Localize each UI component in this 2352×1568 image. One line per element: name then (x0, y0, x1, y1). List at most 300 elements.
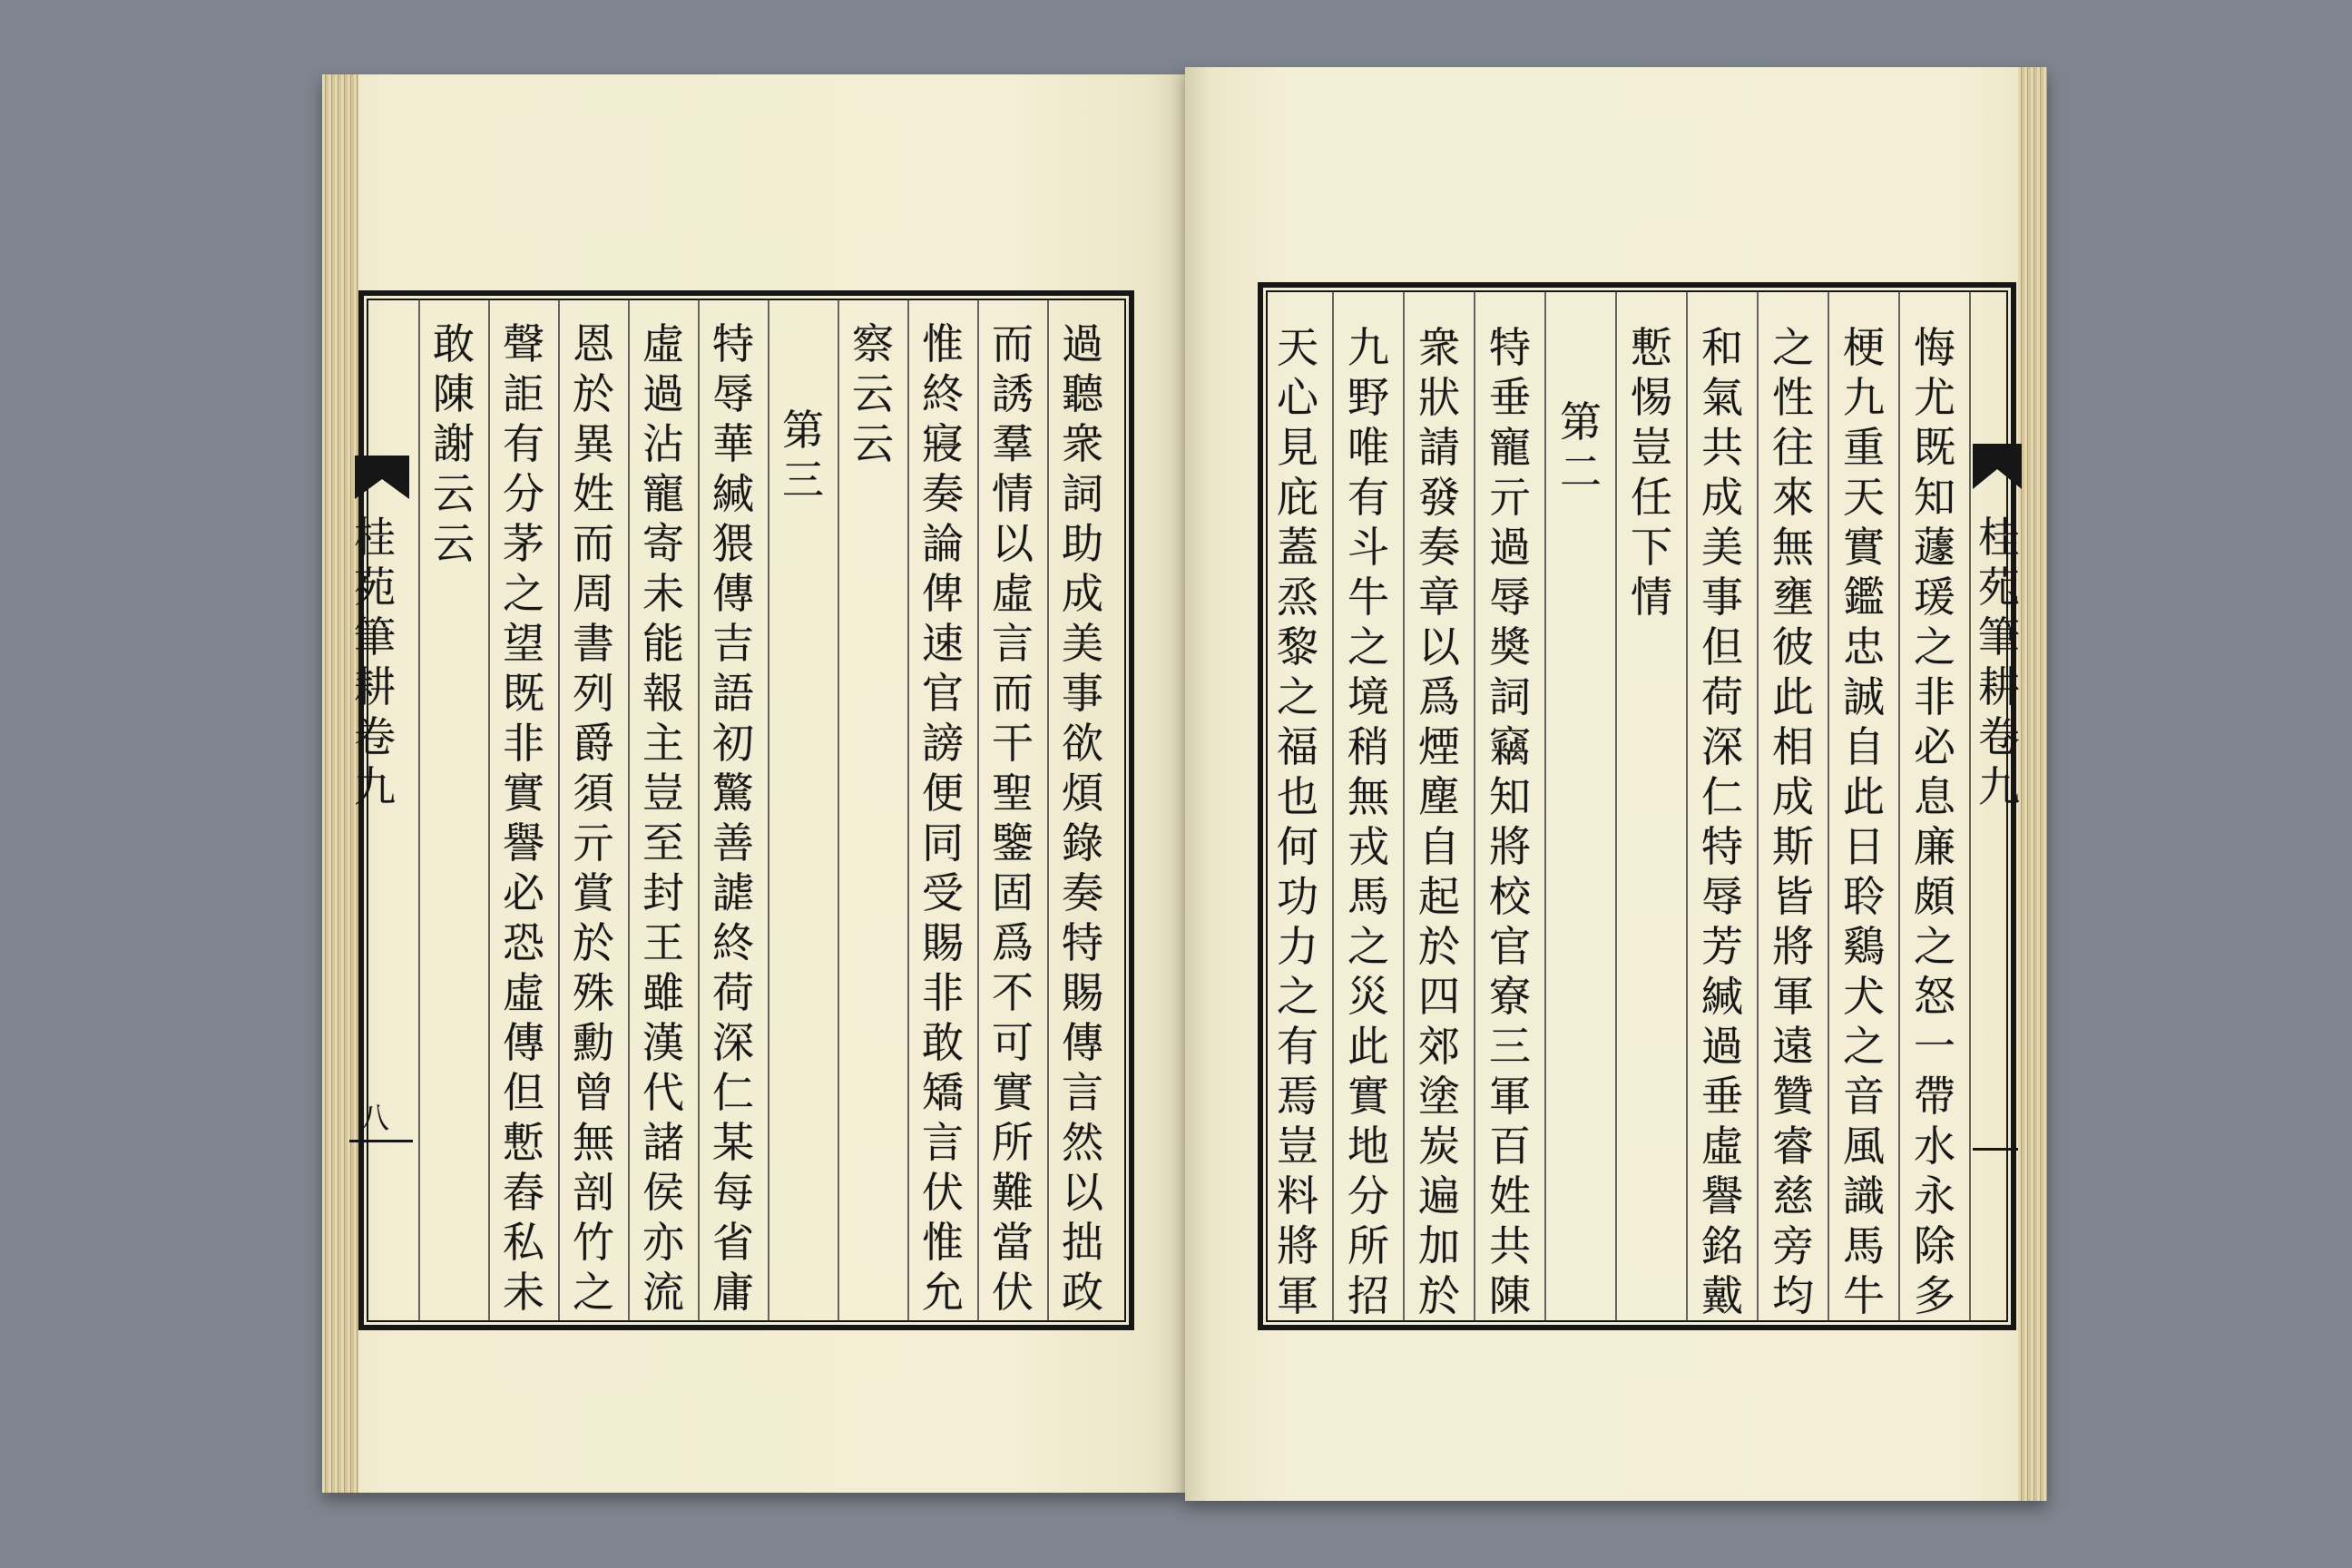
character: 功 (1277, 872, 1318, 921)
character: 過 (1062, 319, 1103, 368)
character: 惟 (922, 1218, 964, 1267)
character: 壅 (1772, 573, 1814, 622)
character: 必 (503, 868, 544, 917)
text-column (1410, 323, 1468, 1321)
section-heading (774, 406, 832, 505)
character: 奏 (1418, 523, 1460, 572)
character: 云 (852, 369, 894, 418)
page-number (346, 1093, 404, 1143)
character: 傳 (1062, 1018, 1103, 1067)
character: 二 (1560, 447, 1602, 496)
character: 九 (1348, 323, 1389, 372)
character: 但 (503, 1068, 544, 1117)
character: 有 (1348, 473, 1389, 522)
character: 報 (642, 669, 684, 718)
character: 詞 (1489, 672, 1531, 721)
character: 云 (433, 469, 475, 518)
character: 筆 (354, 612, 396, 662)
character: 初 (712, 719, 754, 768)
character: 某 (712, 1118, 754, 1167)
character: 所 (1348, 1221, 1389, 1270)
character: 野 (1348, 373, 1389, 422)
character: 政 (1062, 1268, 1103, 1317)
character: 芳 (1701, 922, 1743, 971)
character: 軍 (1489, 1072, 1531, 1121)
character: 過 (1701, 1022, 1743, 1071)
character: 之 (1914, 922, 1955, 971)
text-column (564, 319, 622, 1318)
character: 言 (992, 619, 1034, 668)
column-rule (838, 299, 839, 1322)
character: 勳 (573, 1018, 614, 1067)
character: 此 (1843, 772, 1885, 821)
character: 成 (1062, 569, 1103, 618)
character: 之 (503, 569, 544, 618)
character: 之 (1914, 622, 1955, 671)
column-rule (1403, 290, 1405, 1322)
character: 緘 (1701, 972, 1743, 1021)
character: 詞 (1062, 469, 1103, 518)
character: 此 (1772, 672, 1814, 721)
character: 九 (1978, 762, 2020, 811)
character: 侯 (642, 1168, 684, 1217)
character: 受 (922, 868, 964, 917)
character: 犬 (1843, 972, 1885, 1021)
character: 之 (1348, 622, 1389, 671)
character: 茅 (503, 519, 544, 568)
character: 奏 (1062, 868, 1103, 917)
character: 情 (992, 469, 1034, 518)
character: 心 (1277, 373, 1318, 422)
character: 異 (573, 419, 614, 468)
character: 特 (1062, 918, 1103, 967)
character: 以 (1062, 1168, 1103, 1217)
character: 賜 (1062, 968, 1103, 1017)
character: 之 (1277, 972, 1318, 1021)
character: 恩 (573, 319, 614, 368)
character: 敢 (433, 319, 475, 368)
character: 錄 (1062, 818, 1103, 867)
character: 周 (573, 569, 614, 618)
character: 當 (992, 1218, 1034, 1267)
character: 速 (922, 619, 964, 668)
character: 恐 (503, 918, 544, 967)
character: 息 (1914, 772, 1955, 821)
column-rule (1332, 290, 1334, 1322)
character: 論 (922, 519, 964, 568)
character: 烝 (1277, 573, 1318, 622)
character: 遠 (1772, 1022, 1814, 1071)
character: 請 (1418, 423, 1460, 472)
text-column (1269, 323, 1327, 1321)
character: 戴 (1701, 1271, 1743, 1320)
character: 驚 (712, 769, 754, 818)
character: 尤 (1914, 373, 1955, 422)
character: 郊 (1418, 1022, 1460, 1071)
character: 怒 (1914, 972, 1955, 1021)
character: 和 (1701, 323, 1743, 372)
column-rule (1474, 290, 1475, 1322)
character: 贊 (1772, 1072, 1814, 1121)
character: 必 (1914, 722, 1955, 771)
character: 八 (359, 1101, 389, 1135)
character: 自 (1843, 722, 1885, 771)
character: 鑒 (992, 818, 1034, 867)
character: 無 (1772, 523, 1814, 572)
character: 華 (712, 419, 754, 468)
character: 虛 (992, 569, 1034, 618)
character: 耕 (354, 662, 396, 711)
character: 非 (1914, 672, 1955, 721)
character: 同 (922, 818, 964, 867)
character: 卷 (1978, 712, 2020, 761)
character: 可 (992, 1018, 1034, 1067)
character: 將 (1277, 1221, 1318, 1270)
character: 傳 (503, 1018, 544, 1067)
character: 爲 (1418, 672, 1460, 721)
column-rule (1047, 299, 1049, 1322)
character: 百 (1489, 1122, 1531, 1171)
column-rule (907, 299, 909, 1322)
character: 拙 (1062, 1218, 1103, 1267)
character: 姓 (1489, 1171, 1531, 1220)
character: 以 (1418, 622, 1460, 671)
character: 特 (712, 319, 754, 368)
character: 斯 (1772, 822, 1814, 871)
character: 天 (1843, 473, 1885, 522)
character: 傳 (712, 569, 754, 618)
character: 知 (1489, 772, 1531, 821)
character: 將 (1489, 822, 1531, 871)
character: 焉 (1277, 1072, 1318, 1121)
character: 便 (922, 769, 964, 818)
column-rule (558, 299, 560, 1322)
character: 私 (503, 1218, 544, 1267)
character: 實 (1348, 1072, 1389, 1121)
character: 塗 (1418, 1072, 1460, 1121)
character: 事 (1062, 669, 1103, 718)
text-column (495, 319, 553, 1318)
character: 言 (922, 1118, 964, 1167)
character: 荷 (1701, 672, 1743, 721)
character: 之 (1772, 323, 1814, 372)
character: 塵 (1418, 772, 1460, 821)
character: 識 (1843, 1171, 1885, 1220)
character: 災 (1348, 972, 1389, 1021)
character: 成 (1772, 772, 1814, 821)
character: 譽 (1701, 1171, 1743, 1220)
character: 而 (992, 669, 1034, 718)
character: 姓 (573, 469, 614, 518)
character: 未 (503, 1268, 544, 1317)
character: 云 (852, 419, 894, 468)
character: 助 (1062, 519, 1103, 568)
character: 豈 (1631, 423, 1672, 472)
character: 陳 (433, 369, 475, 418)
character: 俾 (922, 569, 964, 618)
character: 料 (1277, 1171, 1318, 1220)
character: 狀 (1418, 373, 1460, 422)
character: 共 (1701, 423, 1743, 472)
character: 所 (992, 1118, 1034, 1167)
character: 章 (1418, 573, 1460, 622)
character: 列 (573, 669, 614, 718)
character: 彼 (1772, 622, 1814, 671)
character: 之 (1277, 672, 1318, 721)
character: 語 (712, 669, 754, 718)
character: 非 (922, 968, 964, 1017)
character: 善 (712, 818, 754, 867)
character: 軍 (1277, 1271, 1318, 1320)
character: 風 (1843, 1122, 1885, 1171)
character: 固 (992, 868, 1034, 917)
character: 音 (1843, 1072, 1885, 1121)
character: 辱 (1489, 573, 1531, 622)
character: 豈 (642, 769, 684, 818)
character: 主 (642, 719, 684, 768)
character: 無 (573, 1118, 614, 1167)
character: 聽 (1062, 369, 1103, 418)
column-rule (1757, 290, 1759, 1322)
character: 譽 (503, 818, 544, 867)
character: 永 (1914, 1171, 1955, 1220)
text-column (984, 319, 1042, 1318)
character: 深 (1701, 722, 1743, 771)
character: 悔 (1914, 323, 1955, 372)
character: 過 (1489, 523, 1531, 572)
character: 共 (1489, 1221, 1531, 1270)
character: 旁 (1772, 1221, 1814, 1270)
character: 實 (1843, 523, 1885, 572)
text-column (1764, 323, 1822, 1321)
character: 分 (1348, 1171, 1389, 1220)
character: 煙 (1418, 722, 1460, 771)
character: 之 (1843, 1022, 1885, 1071)
character: 過 (642, 369, 684, 418)
character: 何 (1277, 822, 1318, 871)
character: 苑 (1978, 563, 2020, 612)
character: 賞 (573, 868, 614, 917)
character: 竊 (1489, 722, 1531, 771)
character: 忠 (1843, 622, 1885, 671)
character: 加 (1418, 1221, 1460, 1270)
character: 實 (503, 769, 544, 818)
character: 虛 (503, 968, 544, 1017)
character: 聲 (503, 319, 544, 368)
character: 分 (503, 469, 544, 518)
character: 緘 (712, 469, 754, 518)
character: 氣 (1701, 373, 1743, 422)
character: 地 (1348, 1122, 1389, 1171)
character: 辱 (712, 369, 754, 418)
character: 須 (573, 769, 614, 818)
character: 難 (992, 1168, 1034, 1217)
character: 馬 (1843, 1221, 1885, 1270)
character: 每 (712, 1168, 754, 1217)
character: 三 (1489, 1022, 1531, 1071)
character: 亦 (642, 1218, 684, 1267)
character: 伏 (922, 1168, 964, 1217)
character: 殊 (573, 968, 614, 1017)
character: 賜 (922, 918, 964, 967)
text-column (1835, 323, 1893, 1321)
character: 云 (433, 519, 475, 568)
character: 寢 (922, 419, 964, 468)
character: 事 (1701, 573, 1743, 622)
character: 力 (1277, 922, 1318, 971)
character: 允 (922, 1268, 964, 1317)
character: 招 (1348, 1271, 1389, 1320)
center-column (354, 292, 418, 1323)
character: 睿 (1772, 1122, 1814, 1171)
character: 言 (1062, 1068, 1103, 1117)
column-rule (1828, 290, 1829, 1322)
column-rule (418, 299, 420, 1322)
character: 王 (642, 918, 684, 967)
character: 境 (1348, 672, 1389, 721)
character: 有 (503, 419, 544, 468)
text-column (1906, 323, 1964, 1321)
character: 沾 (642, 419, 684, 468)
character: 漢 (642, 1018, 684, 1067)
column-rule (1615, 290, 1617, 1322)
text-column (1054, 319, 1112, 1318)
center-column-title (346, 513, 404, 812)
character: 察 (852, 319, 894, 368)
character: 既 (1914, 423, 1955, 472)
character: 吉 (712, 619, 754, 668)
character: 書 (573, 619, 614, 668)
character: 第 (782, 406, 824, 455)
character: 矯 (922, 1068, 964, 1117)
character: 諸 (642, 1118, 684, 1167)
text-column (1622, 323, 1681, 622)
character: 銘 (1701, 1221, 1743, 1270)
column-rule (488, 299, 490, 1322)
left-page (322, 74, 1185, 1493)
character: 誠 (1843, 672, 1885, 721)
character: 見 (1277, 423, 1318, 472)
center-column-title (1970, 513, 2028, 812)
character: 既 (503, 669, 544, 718)
character: 聖 (992, 769, 1034, 818)
character: 多 (1914, 1271, 1955, 1320)
character: 寵 (642, 469, 684, 518)
text-column (704, 319, 762, 1318)
character: 蓋 (1277, 523, 1318, 572)
character: 第 (1560, 397, 1602, 446)
character: 亓 (1489, 473, 1531, 522)
section-heading (1552, 397, 1610, 497)
character: 發 (1418, 473, 1460, 522)
character: 干 (992, 719, 1034, 768)
character: 四 (1418, 972, 1460, 1021)
character: 詎 (503, 369, 544, 418)
character: 唯 (1348, 423, 1389, 472)
character: 曾 (573, 1068, 614, 1117)
text-column (1693, 323, 1751, 1321)
character: 戎 (1348, 822, 1389, 871)
column-rule (1686, 290, 1688, 1322)
character: 封 (642, 868, 684, 917)
character: 辱 (1701, 872, 1743, 921)
character: 虛 (1701, 1122, 1743, 1171)
character: 此 (1348, 1022, 1389, 1071)
character: 衆 (1062, 419, 1103, 468)
character: 羣 (992, 419, 1034, 468)
character: 然 (1062, 1118, 1103, 1167)
character: 剖 (573, 1168, 614, 1217)
character: 頗 (1914, 872, 1955, 921)
character: 牛 (1348, 573, 1389, 622)
character: 帶 (1914, 1072, 1955, 1121)
character: 舂 (503, 1168, 544, 1217)
character: 雖 (642, 968, 684, 1017)
character: 陳 (1489, 1271, 1531, 1320)
text-column (844, 319, 902, 469)
character: 寄 (642, 519, 684, 568)
character: 美 (1701, 523, 1743, 572)
character: 寮 (1489, 972, 1531, 1021)
column-rule (628, 299, 630, 1322)
character: 奬 (1489, 622, 1531, 671)
text-column (1339, 323, 1397, 1321)
character: 桂 (354, 513, 396, 562)
character: 深 (712, 1018, 754, 1067)
character: 慙 (503, 1118, 544, 1167)
character: 瑗 (1914, 573, 1955, 622)
character: 省 (712, 1218, 754, 1267)
character: 也 (1277, 772, 1318, 821)
character: 仁 (1701, 772, 1743, 821)
character: 牛 (1843, 1271, 1885, 1320)
character: 九 (1843, 373, 1885, 422)
character: 慙 (1631, 323, 1672, 372)
character: 豈 (1277, 1122, 1318, 1171)
column-rule (768, 299, 769, 1322)
column-rule (1544, 290, 1546, 1322)
character: 苑 (354, 563, 396, 612)
page-number-rule (349, 1140, 413, 1142)
character: 謗 (922, 719, 964, 768)
character: 下 (1631, 523, 1672, 572)
character: 庇 (1277, 473, 1318, 522)
character: 特 (1489, 323, 1531, 372)
character: 日 (1843, 822, 1885, 871)
character: 蘧 (1914, 523, 1955, 572)
character: 之 (573, 1268, 614, 1317)
character: 廉 (1914, 822, 1955, 871)
character: 實 (992, 1068, 1034, 1117)
character: 流 (642, 1268, 684, 1317)
character: 美 (1062, 619, 1103, 668)
character: 虛 (642, 319, 684, 368)
character: 欲 (1062, 719, 1103, 768)
character: 將 (1772, 922, 1814, 971)
character: 慈 (1772, 1171, 1814, 1220)
character: 一 (1914, 1022, 1955, 1071)
character: 成 (1701, 473, 1743, 522)
character: 無 (1348, 772, 1389, 821)
character: 來 (1772, 473, 1814, 522)
character: 九 (354, 762, 396, 811)
character: 梗 (1843, 323, 1885, 372)
character: 馬 (1348, 872, 1389, 921)
character: 相 (1772, 722, 1814, 771)
character: 望 (503, 619, 544, 668)
character: 伏 (992, 1268, 1034, 1317)
character: 竹 (573, 1218, 614, 1267)
